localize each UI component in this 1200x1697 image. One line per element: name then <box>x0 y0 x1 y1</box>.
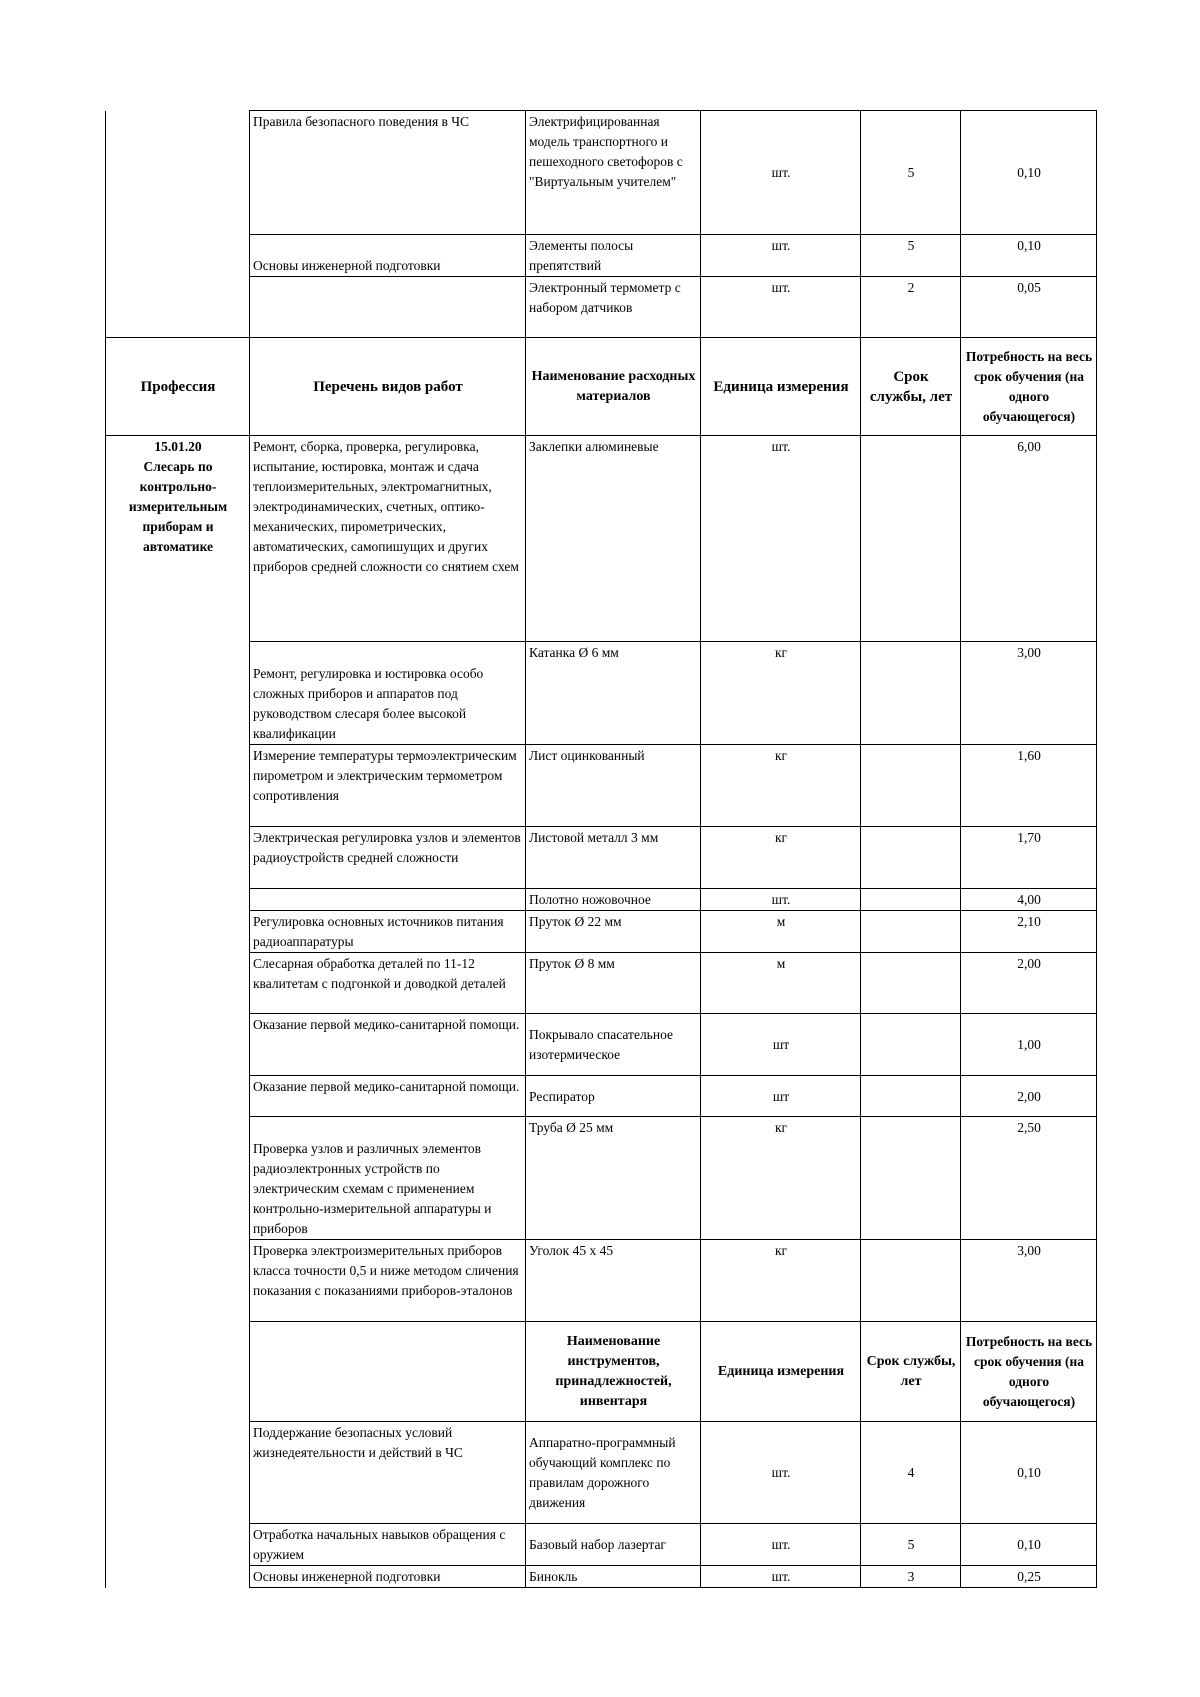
need-cell: 1,00 <box>961 1014 1097 1076</box>
header-need: Потребность на весь срок обучения (на одного обучающегося) <box>961 1322 1097 1422</box>
profession-cell <box>106 1322 250 1422</box>
work-cell <box>250 889 526 911</box>
item-cell: Заклепки алюминевые <box>526 436 701 642</box>
header-life: Срок службы, лет <box>861 1322 961 1422</box>
life-cell <box>861 1076 961 1117</box>
item-cell: Покрывало спасательное изотермическое <box>526 1014 701 1076</box>
need-cell: 0,10 <box>961 111 1097 235</box>
header-need: Потребность на весь срок обучения (на одного обучающегося) <box>961 338 1097 436</box>
profession-cell <box>106 1117 250 1240</box>
need-cell: 0,25 <box>961 1566 1097 1588</box>
profession-cell <box>106 827 250 889</box>
item-cell: Бинокль <box>526 1566 701 1588</box>
need-cell: 6,00 <box>961 436 1097 642</box>
work-cell: Проверка электроизмерительных приборов класса точности 0,5 и ниже методом сличения показания с показаниями приборов-эталонов <box>250 1240 526 1322</box>
life-cell <box>861 1117 961 1240</box>
need-cell: 0,05 <box>961 277 1097 338</box>
profession-cell <box>106 1240 250 1322</box>
item-cell: Пруток Ø 22 мм <box>526 911 701 953</box>
profession-cell <box>106 235 250 277</box>
unit-cell: шт. <box>701 889 861 911</box>
item-cell: Электрифицированная модель транспортного и пешеходного светофоров с "Виртуальным учителем" <box>526 111 701 235</box>
table-header-row <box>106 338 1097 436</box>
life-cell: 5 <box>861 235 961 277</box>
profession-code: 15.01.20 <box>154 439 202 454</box>
unit-cell: кг <box>701 1117 861 1240</box>
need-cell: 2,00 <box>961 1076 1097 1117</box>
work-cell: Электрическая регулировка узлов и элементов радиоустройств средней сложности <box>250 827 526 889</box>
need-cell: 2,10 <box>961 911 1097 953</box>
header-item: Наименование расходных материалов <box>526 338 701 436</box>
header-work-empty <box>250 1322 526 1422</box>
life-cell <box>861 953 961 1014</box>
work-cell: Основы инженерной подготовки <box>250 235 526 277</box>
table-row <box>106 953 1097 1014</box>
profession-cell <box>106 1014 250 1076</box>
table-row <box>106 889 1097 911</box>
unit-cell: шт. <box>701 1422 861 1524</box>
life-cell <box>861 827 961 889</box>
profession-cell <box>106 953 250 1014</box>
work-cell: Отработка начальных навыков обращения с оружием <box>250 1524 526 1566</box>
need-cell: 3,00 <box>961 1240 1097 1322</box>
item-cell: Элементы полосы препятствий <box>526 235 701 277</box>
table-row <box>106 642 1097 745</box>
need-cell: 1,70 <box>961 827 1097 889</box>
header-item: Наименование инструментов, принадлежностей, инвентаря <box>526 1322 701 1422</box>
need-cell: 1,60 <box>961 745 1097 827</box>
table-row <box>106 436 1097 642</box>
work-cell: Ремонт, регулировка и юстировка особо сложных приборов и аппаратов под руководством слесаря более высокой квалификации <box>250 642 526 745</box>
header-unit: Единица измерения <box>701 1322 861 1422</box>
unit-cell: шт. <box>701 1566 861 1588</box>
table-row <box>106 1240 1097 1322</box>
requirements-table <box>105 110 1097 1588</box>
unit-cell: шт <box>701 1076 861 1117</box>
table-row <box>106 1524 1097 1566</box>
life-cell <box>861 889 961 911</box>
life-cell: 5 <box>861 1524 961 1566</box>
unit-cell: м <box>701 911 861 953</box>
profession-cell <box>106 436 250 642</box>
need-cell: 3,00 <box>961 642 1097 745</box>
need-cell: 2,50 <box>961 1117 1097 1240</box>
need-cell: 0,10 <box>961 235 1097 277</box>
life-cell <box>861 1240 961 1322</box>
life-cell <box>861 642 961 745</box>
profession-cell <box>106 1076 250 1117</box>
profession-cell <box>106 1566 250 1588</box>
item-cell: Уголок 45 х 45 <box>526 1240 701 1322</box>
life-cell <box>861 1014 961 1076</box>
unit-cell: кг <box>701 745 861 827</box>
need-cell: 0,10 <box>961 1422 1097 1524</box>
header-unit: Единица измерения <box>701 338 861 436</box>
work-cell: Основы инженерной подготовки <box>250 1566 526 1588</box>
profession-cell <box>106 642 250 745</box>
item-cell: Катанка Ø 6 мм <box>526 642 701 745</box>
profession-cell <box>106 1524 250 1566</box>
life-cell <box>861 911 961 953</box>
unit-cell: шт. <box>701 277 861 338</box>
table-row <box>106 911 1097 953</box>
life-cell: 5 <box>861 111 961 235</box>
work-cell: Измерение температуры термоэлектрическим пирометром и электрическим термометром сопротивления <box>250 745 526 827</box>
need-cell: 4,00 <box>961 889 1097 911</box>
table-row <box>106 1117 1097 1240</box>
table-row <box>106 1422 1097 1524</box>
unit-cell: шт. <box>701 235 861 277</box>
item-cell: Полотно ножовочное <box>526 889 701 911</box>
life-cell <box>861 745 961 827</box>
item-cell: Базовый набор лазертаг <box>526 1524 701 1566</box>
table-row <box>106 111 1097 235</box>
life-cell: 2 <box>861 277 961 338</box>
item-cell: Листовой металл 3 мм <box>526 827 701 889</box>
unit-cell: кг <box>701 827 861 889</box>
profession-cell <box>106 1422 250 1524</box>
table-row <box>106 1014 1097 1076</box>
life-cell <box>861 436 961 642</box>
table-row <box>106 235 1097 277</box>
work-cell <box>250 277 526 338</box>
profession-cell <box>106 111 250 235</box>
life-cell: 4 <box>861 1422 961 1524</box>
profession-cell <box>106 277 250 338</box>
item-cell: Лист оцинкованный <box>526 745 701 827</box>
need-cell: 0,10 <box>961 1524 1097 1566</box>
item-cell: Аппаратно-программный обучающий комплекс по правилам дорожного движения <box>526 1422 701 1524</box>
unit-cell: кг <box>701 1240 861 1322</box>
work-cell: Слесарная обработка деталей по 11-12 квалитетам с подгонкой и доводкой деталей <box>250 953 526 1014</box>
header-profession: Профессия <box>106 338 250 436</box>
unit-cell: шт. <box>701 436 861 642</box>
unit-cell: шт. <box>701 1524 861 1566</box>
work-cell: Ремонт, сборка, проверка, регулировка, испытание, юстировка, монтаж и сдача теплоизмерительных, электромагнитных, электродинамических, счетных, оптико-механических, пирометрических, автоматических, самопишущих и других приборов средней сложности со снятием схем <box>250 436 526 642</box>
unit-cell: кг <box>701 642 861 745</box>
item-cell: Пруток Ø 8 мм <box>526 953 701 1014</box>
work-cell: Регулировка основных источников питания радиоаппаратуры <box>250 911 526 953</box>
table-header-row <box>106 1322 1097 1422</box>
header-work: Перечень видов работ <box>250 338 526 436</box>
item-cell: Респиратор <box>526 1076 701 1117</box>
table-row <box>106 827 1097 889</box>
item-cell: Труба Ø 25 мм <box>526 1117 701 1240</box>
profession-cell <box>106 745 250 827</box>
profession-cell <box>106 911 250 953</box>
header-life: Срок службы, лет <box>861 338 961 436</box>
work-cell: Оказание первой медико-санитарной помощи. <box>250 1014 526 1076</box>
life-cell: 3 <box>861 1566 961 1588</box>
profession-cell <box>106 889 250 911</box>
need-cell: 2,00 <box>961 953 1097 1014</box>
table-row <box>106 1076 1097 1117</box>
work-cell: Правила безопасного поведения в ЧС <box>250 111 526 235</box>
profession-name: Слесарь по контрольно-измерительным приборам и автоматике <box>128 459 228 554</box>
unit-cell: шт <box>701 1014 861 1076</box>
item-cell: Электронный термометр с набором датчиков <box>526 277 701 338</box>
work-cell: Проверка узлов и различных элементов радиоэлектронных устройств по электрическим схемам с применением контрольно-измерительной аппаратуры и приборов <box>250 1117 526 1240</box>
unit-cell: шт. <box>701 111 861 235</box>
table-row <box>106 1566 1097 1588</box>
work-cell: Поддержание безопасных условий жизнедеятельности и действий в ЧС <box>250 1422 526 1524</box>
unit-cell: м <box>701 953 861 1014</box>
work-cell: Оказание первой медико-санитарной помощи. <box>250 1076 526 1117</box>
table-row <box>106 745 1097 827</box>
table-row <box>106 277 1097 338</box>
